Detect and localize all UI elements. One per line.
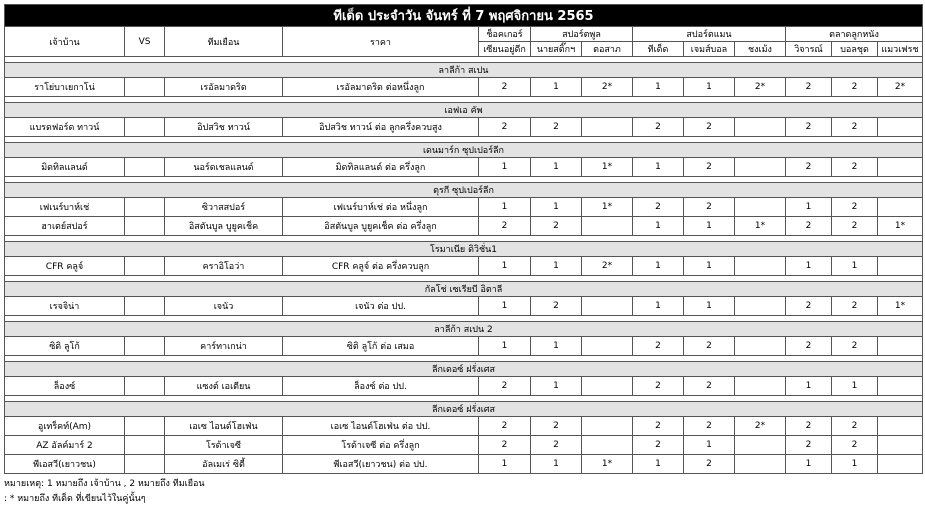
pick-cell: 2 [633,198,684,217]
pick-cell: 2 [832,198,878,217]
pick-cell: 1 [531,78,582,97]
pick-cell: 1* [878,217,923,236]
league-name: เอฟเอ คัพ [5,103,923,118]
pick-cell: 1 [633,158,684,177]
pick-cell [735,158,786,177]
league-row [5,63,923,78]
page-title: ทีเด็ด ประจำวัน จันทร์ ที่ 7 พฤศจิกายน 2565 [5,5,923,27]
title-row [5,5,923,27]
pick-cell [878,436,923,455]
pick-cell: 1 [832,377,878,396]
pick-cell: 2 [786,118,832,137]
away-team: อิปสวิช ทาวน์ [165,118,283,137]
pick-cell: 1 [684,217,735,236]
pick-cell: 2 [786,217,832,236]
match-row [5,78,923,97]
away-team: อัลเมเร่ ซิตี้ [165,455,283,474]
pick-cell: 1 [684,257,735,276]
away-team: โรด้าเจซี [165,436,283,455]
pick-cell: 1 [786,377,832,396]
away-team: เอเซ ไอนด์โฮเฟ่น [165,417,283,436]
away-team: แซงต์ เอเตียน [165,377,283,396]
header-group-sportman: สปอร์ตแมน [633,27,786,42]
pick-cell: 1 [479,158,531,177]
pick-cell: 2 [786,337,832,356]
pick-cell: 2 [684,337,735,356]
vs-cell [125,78,165,97]
pick-cell: 2 [531,297,582,316]
league-row [5,402,923,417]
league-row [5,103,923,118]
league-name: โรมาเนีย ดิวิชั่น1 [5,242,923,257]
price-odds: อิสตันบูล บูยูคเช็ค ต่อ ครึ่งลูก [283,217,479,236]
header-tipster: วิจารณ์ [786,42,832,57]
pick-cell [735,297,786,316]
pick-cell [878,257,923,276]
pick-cell: 2 [832,78,878,97]
pick-cell: 1 [479,297,531,316]
pick-cell: 2 [633,436,684,455]
pick-cell: 2 [786,436,832,455]
pick-cell [582,436,633,455]
price-odds: โรด้าเจซี ต่อ ครึ่งลูก [283,436,479,455]
match-row [5,337,923,356]
notes [4,477,922,507]
pick-cell [735,118,786,137]
pick-cell: 2 [832,158,878,177]
away-team: อิสตันบูล บูยูคเช็ค [165,217,283,236]
away-team: เจนัว [165,297,283,316]
vs-cell [125,377,165,396]
price-odds: ล็องซ์ ต่อ ปป. [283,377,479,396]
header-tipster: ชงเม้ง [735,42,786,57]
pick-cell: 2 [786,297,832,316]
pick-cell: 1 [531,455,582,474]
pick-cell: 2 [531,118,582,137]
pick-cell: 2 [832,417,878,436]
home-team: ซิติ ลูโก้ [5,337,125,356]
pick-cell: 2 [479,377,531,396]
pick-cell: 2 [479,118,531,137]
pick-cell: 1 [633,455,684,474]
pick-cell: 2* [878,78,923,97]
header-vs: VS [125,27,165,57]
pick-cell: 2 [832,217,878,236]
pick-cell [878,377,923,396]
league-row [5,183,923,198]
tips-sheet [4,4,922,507]
pick-cell [582,377,633,396]
pick-cell [735,257,786,276]
match-row [5,257,923,276]
home-team: มิดทิลแลนด์ [5,158,125,177]
header-home: เจ้าบ้าน [5,27,125,57]
pick-cell: 1 [633,78,684,97]
pick-cell: 1* [735,217,786,236]
pick-cell [878,337,923,356]
home-team: เรจจิน่า [5,297,125,316]
pick-cell: 2* [735,417,786,436]
pick-cell [735,377,786,396]
pick-cell [878,158,923,177]
price-odds: อิปสวิช ทาวน์ ต่อ ลูกครึ่งควบสูง [283,118,479,137]
note-line: : * หมายถึง ทีเด็ด ที่เขียนไว้ในคู่นั้นๆ [4,494,146,504]
vs-cell [125,297,165,316]
vs-cell [125,455,165,474]
match-row [5,217,923,236]
pick-cell [878,118,923,137]
header-group-talad: ตลาดลูกหนัง [786,27,923,42]
league-name: ลีกเดอซ์ ฝรั่งเศส [5,362,923,377]
price-odds: เอเซ ไอนด์โฮเฟ่น ต่อ ปป. [283,417,479,436]
league-name: ลาลีก้า สเปน 2 [5,322,923,337]
pick-cell [735,455,786,474]
pick-cell: 2 [684,417,735,436]
pick-cell: 2 [531,436,582,455]
price-odds: เฟเนร์บาห์เช่ ต่อ หนึ่งลูก [283,198,479,217]
pick-cell: 1 [633,217,684,236]
price-odds: มิดทิลแลนด์ ต่อ ครึ่งลูก [283,158,479,177]
league-row [5,322,923,337]
pick-cell [878,455,923,474]
league-row [5,143,923,158]
pick-cell: 1 [531,198,582,217]
pick-cell: 2 [479,78,531,97]
pick-cell: 2 [786,158,832,177]
header-tipster: เจมส์บอล [684,42,735,57]
pick-cell: 2 [832,436,878,455]
home-team: ราโย่บาเยกาโน่ [5,78,125,97]
pick-cell: 1* [582,158,633,177]
pick-cell: 1 [531,377,582,396]
home-team: CFR คลูจ์ [5,257,125,276]
vs-cell [125,257,165,276]
vs-cell [125,158,165,177]
vs-cell [125,198,165,217]
pick-cell: 1 [479,198,531,217]
vs-cell [125,337,165,356]
note-line: หมายเหตุ: 1 หมายถึง เจ้าบ้าน , 2 หมายถึง ทีมเยือน [4,479,205,489]
vs-cell [125,118,165,137]
tips-table [4,4,923,474]
pick-cell: 2 [684,198,735,217]
away-team: คาร์ทาเกน่า [165,337,283,356]
league-name: กัลโช่ เซเรียบี อิตาลี [5,282,923,297]
header-group-sportpool: สปอร์ตพูล [531,27,633,42]
pick-cell [582,297,633,316]
away-team: คราอิโอว่า [165,257,283,276]
price-odds: พีเอสวี(เยาวชน) ต่อ ปป. [283,455,479,474]
home-team: เฟเนร์บาห์เช่ [5,198,125,217]
home-team: พีเอสวี(เยาวชน) [5,455,125,474]
home-team: ฮาเตย์สปอร์ [5,217,125,236]
pick-cell: 1* [582,455,633,474]
away-team: เรอัลมาดริด [165,78,283,97]
header-tipster: นายสติ๊กฯ [531,42,582,57]
away-team: ซิวาสสปอร์ [165,198,283,217]
match-row [5,417,923,436]
match-row [5,297,923,316]
vs-cell [125,436,165,455]
price-odds: เรอัลมาดริด ต่อหนึ่งลูก [283,78,479,97]
away-team: นอร์ดเชลแลนด์ [165,158,283,177]
header-tipster: ทีเด็ด [633,42,684,57]
pick-cell: 1 [684,297,735,316]
pick-cell: 2 [832,337,878,356]
header-group-shocker: ช็อคเกอร์ [479,27,531,42]
pick-cell [582,337,633,356]
league-name: เดนมาร์ก ซุปเปอร์ลีก [5,143,923,158]
match-row [5,118,923,137]
pick-cell: 2 [832,118,878,137]
pick-cell: 1 [786,198,832,217]
pick-cell: 1 [633,257,684,276]
pick-cell: 1 [633,297,684,316]
pick-cell: 1* [582,198,633,217]
pick-cell: 1 [479,337,531,356]
price-odds: ซิติ ลูโก้ ต่อ เสมอ [283,337,479,356]
header-tipster: แมวเฟรช [878,42,923,57]
header-away: ทีมเยือน [165,27,283,57]
pick-cell: 2 [531,417,582,436]
match-row [5,455,923,474]
vs-cell [125,217,165,236]
league-name: ลาลีก้า สเปน [5,63,923,78]
header-tipster: เซียนอยู่ดีก [479,42,531,57]
pick-cell: 2* [735,78,786,97]
pick-cell: 2 [479,436,531,455]
pick-cell: 2 [479,417,531,436]
pick-cell: 2 [786,78,832,97]
match-row [5,198,923,217]
league-name: ตุรกี ซุปเปอร์ลีก [5,183,923,198]
pick-cell [582,118,633,137]
league-name: ลีกเดอซ์ ฝรั่งเศส [5,402,923,417]
pick-cell [878,417,923,436]
pick-cell [878,198,923,217]
header-tipster: ตอสาภ [582,42,633,57]
pick-cell: 1 [479,455,531,474]
pick-cell: 1 [832,455,878,474]
match-row [5,377,923,396]
pick-cell: 2 [531,217,582,236]
vs-cell [125,417,165,436]
pick-cell: 2 [633,337,684,356]
home-team: AZ อัลค์มาร์ 2 [5,436,125,455]
pick-cell: 1* [878,297,923,316]
pick-cell [582,217,633,236]
pick-cell: 1 [684,78,735,97]
pick-cell: 1 [832,257,878,276]
pick-cell: 2 [684,455,735,474]
league-row [5,362,923,377]
pick-cell: 2 [684,158,735,177]
pick-cell: 2 [633,417,684,436]
pick-cell: 1 [531,337,582,356]
header-price: ราคา [283,27,479,57]
pick-cell: 2* [582,78,633,97]
pick-cell: 1 [531,257,582,276]
match-row [5,158,923,177]
pick-cell [735,198,786,217]
pick-cell: 2* [582,257,633,276]
home-team: ล็องซ์ [5,377,125,396]
pick-cell: 2 [684,118,735,137]
home-team: อูเทร็คท์(Am) [5,417,125,436]
pick-cell: 2 [479,217,531,236]
pick-cell: 2 [633,377,684,396]
pick-cell: 1 [786,455,832,474]
league-row [5,242,923,257]
pick-cell [735,436,786,455]
pick-cell [582,417,633,436]
price-odds: CFR คลูจ์ ต่อ ครึ่งควบลูก [283,257,479,276]
pick-cell [735,337,786,356]
pick-cell: 2 [633,118,684,137]
pick-cell: 1 [684,436,735,455]
pick-cell: 2 [684,377,735,396]
pick-cell: 2 [832,297,878,316]
header-tipster: บอลชุด [832,42,878,57]
pick-cell: 1 [786,257,832,276]
header-row-1 [5,27,923,42]
home-team: แบรดฟอร์ด ทาวน์ [5,118,125,137]
pick-cell: 1 [479,257,531,276]
pick-cell: 2 [786,417,832,436]
match-row [5,436,923,455]
league-row [5,282,923,297]
price-odds: เจนัว ต่อ ปป. [283,297,479,316]
pick-cell: 1 [531,158,582,177]
